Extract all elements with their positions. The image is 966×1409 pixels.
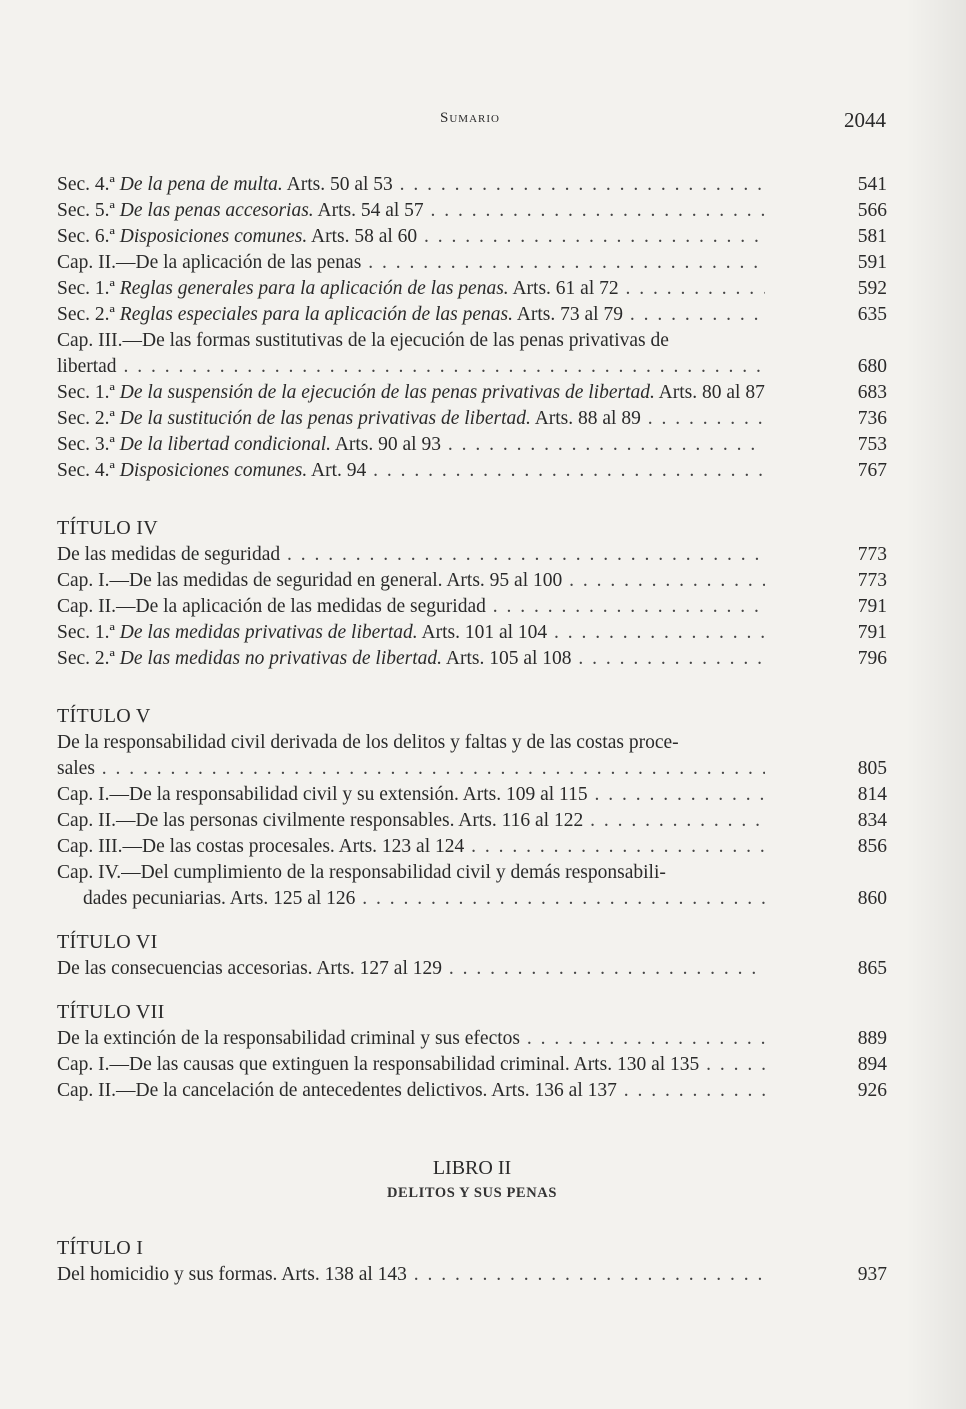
spacer: [57, 1204, 887, 1234]
toc-entry-label: Sec. 2.ª: [57, 408, 120, 429]
toc-entry-label: Sec. 2.ª: [57, 648, 120, 669]
toc-entry-label: Cap. II.—De la cancelación de antecedentes delictivos. Arts. 136 al 137: [57, 1080, 617, 1101]
toc-entry-page: 773: [857, 544, 887, 565]
toc-entry-label: Sec. 4.ª: [57, 174, 120, 195]
toc-entry-title: De las medidas no privativas de libertad.: [119, 648, 443, 669]
toc-entry-text: [57, 594, 765, 620]
toc-entry-text: [57, 224, 765, 250]
toc-entry-page: 894: [857, 1054, 887, 1075]
toc-entry-label: Cap. II.—De la aplicación de las penas: [57, 252, 362, 273]
toc-group: [57, 380, 887, 484]
toc-entry-text: [57, 956, 765, 982]
toc-entry: [57, 432, 887, 458]
toc-entry-page: 591: [857, 252, 887, 273]
toc-entry-page: 926: [857, 1080, 887, 1101]
toc-entry-articles: Arts. 80 al 87: [654, 382, 765, 403]
spacer: [57, 484, 887, 514]
toc-entry-articles: Art. 94: [307, 460, 367, 481]
toc-entry: [57, 568, 887, 594]
toc-entry-text: Cap. IV.—Del cumplimiento de la responsabilidad civil y demás responsabili-: [57, 862, 666, 883]
toc-entry-articles: Arts. 88 al 89: [530, 408, 641, 429]
toc-entry: [57, 886, 887, 912]
toc-entry-text: [57, 380, 765, 406]
toc-entry-title: De la sustitución de las penas privativas de libertad.: [119, 408, 531, 429]
toc-group: [57, 956, 887, 982]
toc-group: [57, 782, 887, 860]
running-head: [0, 108, 966, 138]
spacer: [57, 912, 887, 928]
toc-entry-page: 753: [857, 434, 887, 455]
toc-entry-text: [57, 406, 765, 432]
section-heading: TÍTULO IV: [57, 517, 159, 539]
toc-entry-page: 937: [857, 1264, 887, 1285]
toc-entry: [57, 1078, 887, 1104]
toc-group: [57, 1262, 887, 1288]
toc-entry: [57, 860, 887, 886]
section-heading: TÍTULO I: [57, 1237, 144, 1259]
toc-entry: [57, 782, 887, 808]
book-subtitle: DELITOS Y SUS PENAS: [386, 1185, 557, 1201]
toc-entry: [57, 302, 887, 328]
toc-entry-label: Sec. 1.ª: [57, 278, 120, 299]
toc-entry-text: [57, 646, 765, 672]
book-title: LIBRO II: [432, 1157, 512, 1179]
page-number: 2044: [844, 108, 886, 132]
toc-entry-page: 541: [857, 174, 887, 195]
toc-entry-label: De las consecuencias accesorias. Arts. 127 al 129: [57, 958, 442, 979]
toc-entry: [57, 620, 887, 646]
toc-entry-text: dades pecuniarias. Arts. 125 al 126 . . .: [83, 886, 765, 912]
toc-entry: [57, 354, 887, 380]
spacer: [57, 982, 887, 998]
toc-entry-text: [57, 1052, 765, 1078]
toc-entry-title: De la libertad condicional.: [119, 434, 332, 455]
toc-entry-label: Cap. I.—De la responsabilidad civil y su extensión. Arts. 109 al 115: [57, 784, 588, 805]
toc-entry: [57, 250, 887, 276]
toc-entry-label: Del homicidio y sus formas. Arts. 138 al 143: [57, 1264, 407, 1285]
toc-entry-title: De la pena de multa.: [119, 174, 283, 195]
toc-entry: [57, 406, 887, 432]
toc-entry-label: Sec. 2.ª: [57, 304, 120, 325]
toc-entry-page: 856: [857, 836, 887, 857]
running-head-title: Sumario: [440, 110, 500, 126]
toc-entry: [57, 808, 887, 834]
spacer: [57, 1104, 887, 1154]
toc-entry-page: 592: [857, 278, 887, 299]
toc-entry-title: Reglas especiales para la aplicación de las penas.: [119, 304, 513, 325]
toc-entry-text: [57, 250, 765, 276]
toc-entry-text: [57, 620, 765, 646]
toc-entry: [57, 730, 887, 756]
toc-entry-text: Cap. III.—De las formas sustitutivas de la ejecución de las penas privativas de: [57, 330, 669, 351]
toc-entry-page: 581: [857, 226, 887, 247]
toc-entry: [57, 956, 887, 982]
toc-entry-title: De las medidas privativas de libertad.: [119, 622, 418, 643]
toc-entry-text: [57, 782, 765, 808]
toc-entry-label: Cap. II.—De las personas civilmente responsables. Arts. 116 al 122: [57, 810, 584, 831]
toc-group: [57, 1026, 887, 1104]
toc-entry-text: sales . . .: [57, 756, 765, 782]
toc-entry: [57, 1026, 887, 1052]
toc-entry: [57, 276, 887, 302]
toc-entry-page: 860: [857, 888, 887, 909]
toc-entry-page: 796: [857, 648, 887, 669]
toc-entry-page: 566: [857, 200, 887, 221]
toc-entry-articles: Arts. 101 al 104: [417, 622, 548, 643]
toc-entry-page: 680: [857, 356, 887, 377]
toc-entry-page: 791: [857, 596, 887, 617]
toc-entry-label: Cap. II.—De la aplicación de las medidas de seguridad: [57, 596, 486, 617]
toc-entry-label: Cap. III.—De las costas procesales. Arts. 123 al 124: [57, 836, 465, 857]
toc-entry-label: Cap. I.—De las medidas de seguridad en general. Arts. 95 al 100: [57, 570, 563, 591]
toc-entry-articles: Arts. 50 al 53: [282, 174, 393, 195]
toc-entry-text: [57, 458, 765, 484]
section-heading: TÍTULO VII: [57, 1001, 165, 1023]
toc-entry-label: Sec. 4.ª: [57, 460, 120, 481]
toc-group: [57, 172, 887, 328]
toc-entry-articles: Arts. 90 al 93: [331, 434, 441, 455]
section-heading: TÍTULO VI: [57, 931, 158, 953]
toc-entry: [57, 834, 887, 860]
toc-entry-label: Sec. 1.ª: [57, 622, 120, 643]
toc-entry-title: De la suspensión de la ejecución de las penas privativas de libertad.: [119, 382, 655, 403]
toc-entry-text: [57, 172, 765, 198]
toc-entry-text: [57, 1262, 765, 1288]
toc-entry: [57, 646, 887, 672]
toc-entry-articles: Arts. 61 al 72: [508, 278, 619, 299]
toc-entry-page: 889: [857, 1028, 887, 1049]
toc-entry-text: [57, 276, 765, 302]
toc-entry-text: De la responsabilidad civil derivada de los delitos y faltas y de las costas proce-: [57, 732, 679, 753]
spacer: [57, 672, 887, 702]
toc-entry-page: 683: [857, 382, 887, 403]
toc-entry-page: 791: [857, 622, 887, 643]
toc-entry: [57, 328, 887, 354]
toc-entry-text: [57, 1026, 765, 1052]
toc-entry-label: De las medidas de seguridad: [57, 544, 281, 565]
page-edge-shadow: [906, 0, 966, 1409]
toc-entry-text: [57, 542, 765, 568]
toc-entry-title: Disposiciones comunes.: [119, 460, 308, 481]
toc-entry-text: [57, 1078, 765, 1104]
toc-entry-text: libertad . . .: [57, 354, 765, 380]
toc-entry-page: 865: [857, 958, 887, 979]
toc-entry-text: [57, 198, 765, 224]
section-heading: TÍTULO V: [57, 705, 151, 727]
toc-entry-text: [57, 808, 765, 834]
toc-entry: [57, 1052, 887, 1078]
toc-entry-label: Sec. 3.ª: [57, 434, 120, 455]
toc-entry-title: Reglas generales para la aplicación de las penas.: [119, 278, 509, 299]
toc-entry: [57, 198, 887, 224]
toc-entry-label: Sec. 5.ª: [57, 200, 120, 221]
toc-entry-page: 773: [857, 570, 887, 591]
toc-entry: [57, 224, 887, 250]
toc-entry-page: 834: [857, 810, 887, 831]
toc-entry: [57, 1262, 887, 1288]
toc-entry: [57, 380, 887, 406]
toc-entry-text: [57, 834, 765, 860]
toc-entry-page: 814: [857, 784, 887, 805]
toc-entry-articles: Arts. 54 al 57: [313, 200, 424, 221]
toc-entry: [57, 542, 887, 568]
toc-entry-text: [57, 302, 765, 328]
toc-entry-text: [57, 432, 765, 458]
toc-entry-title: De las penas accesorias.: [119, 200, 314, 221]
toc-entry-page: 635: [857, 304, 887, 325]
toc-entry: [57, 172, 887, 198]
toc-entry-articles: Arts. 58 al 60: [307, 226, 418, 247]
toc-entry: [57, 756, 887, 782]
toc-entry-label: Cap. I.—De las causas que extinguen la responsabilidad criminal. Arts. 130 al 135: [57, 1054, 700, 1075]
toc-group: [57, 542, 887, 672]
toc-entry-label: De la extinción de la responsabilidad criminal y sus efectos: [57, 1028, 520, 1049]
toc-entry: [57, 594, 887, 620]
toc-entry-articles: Arts. 105 al 108: [442, 648, 572, 669]
toc-entry-label: Sec. 6.ª: [57, 226, 120, 247]
table-of-contents: [57, 172, 887, 1288]
toc-entry: [57, 458, 887, 484]
toc-entry-articles: Arts. 73 al 79: [512, 304, 623, 325]
toc-entry-page: 736: [857, 408, 887, 429]
toc-entry-page: 805: [857, 758, 887, 779]
toc-entry-label: Sec. 1.ª: [57, 382, 120, 403]
toc-entry-title: Disposiciones comunes.: [119, 226, 308, 247]
toc-entry-page: 767: [857, 460, 887, 481]
toc-entry-text: [57, 568, 765, 594]
